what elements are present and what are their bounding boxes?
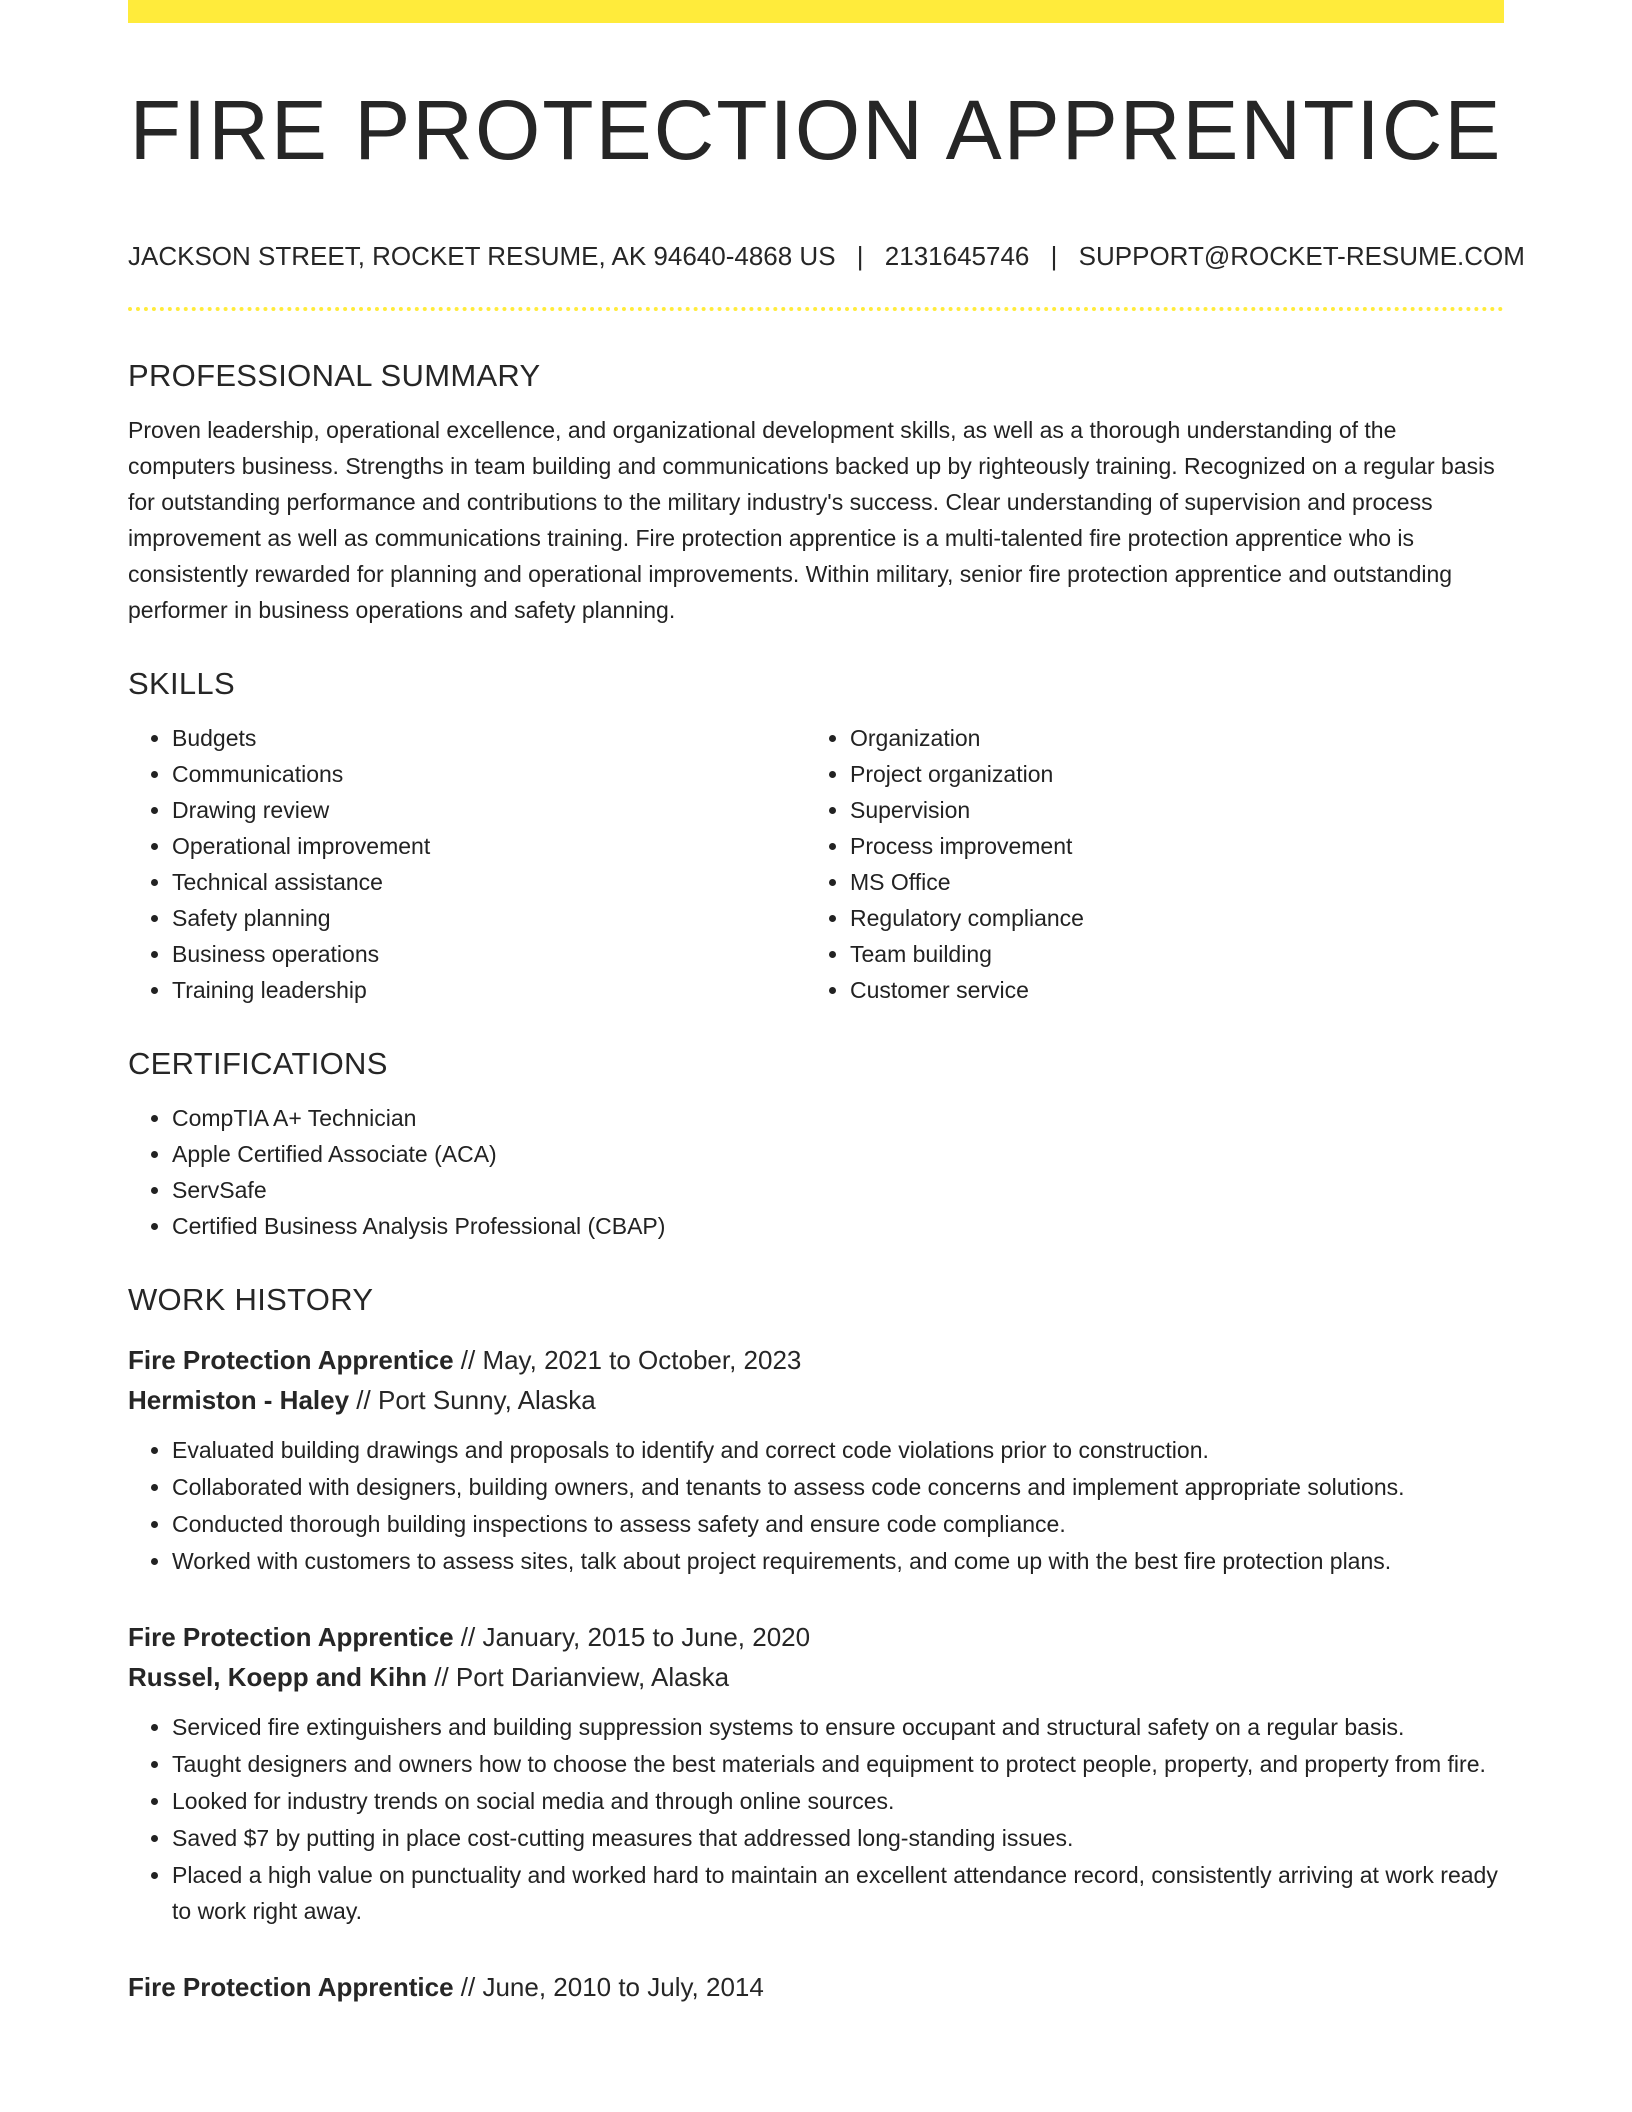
job-role: Fire Protection Apprentice xyxy=(128,1622,454,1652)
job-company-line xyxy=(128,1380,1504,1420)
certification-item: • CompTIA A+ Technician xyxy=(172,1100,1504,1136)
certification-item: • Certified Business Analysis Professional (CBAP) xyxy=(172,1208,1504,1244)
skills-section xyxy=(128,658,1504,1008)
job-role: Fire Protection Apprentice xyxy=(128,1972,454,2002)
skill-item: • Budgets xyxy=(172,720,806,756)
skill-item: • Regulatory compliance xyxy=(850,900,1484,936)
job-bullet: • Conducted thorough building inspections to assess safety and ensure code compliance. xyxy=(172,1506,1504,1542)
skill-item: • Training leadership xyxy=(172,972,806,1008)
job-bullet: • Collaborated with designers, building owners, and tenants to assess code concerns and implement appropriate solutions. xyxy=(172,1469,1504,1505)
job-bullet: • Serviced fire extinguishers and building suppression systems to ensure occupant and structural safety on a regular basis. xyxy=(172,1709,1504,1745)
skill-item: • MS Office xyxy=(850,864,1484,900)
dotted-divider xyxy=(128,307,1504,311)
job-bullet: • Placed a high value on punctuality and worked hard to maintain an excellent attendance record, consistently arriving at work ready to work right away. xyxy=(172,1857,1504,1929)
skill-item: • Organization xyxy=(850,720,1484,756)
job-dates: // June, 2010 to July, 2014 xyxy=(453,1972,764,2002)
contact-email: SUPPORT@ROCKET-RESUME.COM xyxy=(1078,241,1525,271)
job-entry xyxy=(128,1617,1504,1929)
job-bullets xyxy=(128,1432,1504,1579)
certification-item: • Apple Certified Associate (ACA) xyxy=(172,1136,1504,1172)
contact-line xyxy=(128,234,1525,278)
job-location: // Port Sunny, Alaska xyxy=(349,1385,596,1415)
job-company: Hermiston - Haley xyxy=(128,1385,350,1415)
skill-item: • Drawing review xyxy=(172,792,806,828)
job-role-line xyxy=(128,1340,1504,1380)
resume-name-heading: FIRE PROTECTION APPRENTICE xyxy=(129,83,1503,177)
job-dates: // January, 2015 to June, 2020 xyxy=(453,1622,811,1652)
job-role-line xyxy=(128,1967,1504,2007)
job-bullet: • Looked for industry trends on social media and through online sources. xyxy=(172,1783,1504,1819)
skill-item: • Process improvement xyxy=(850,828,1484,864)
certifications-section xyxy=(128,1038,1504,1244)
skill-item: • Technical assistance xyxy=(172,864,806,900)
job-bullet: • Worked with customers to assess sites, talk about project requirements, and come up with the best fire protection plans. xyxy=(172,1543,1504,1579)
job-bullets xyxy=(128,1709,1504,1929)
job-bullet: • Evaluated building drawings and proposals to identify and correct code violations prior to construction. xyxy=(172,1432,1504,1468)
summary-section xyxy=(128,350,1504,628)
job-company-line xyxy=(128,1657,1504,1697)
skill-item: • Operational improvement xyxy=(172,828,806,864)
contact-address: JACKSON STREET, ROCKET RESUME, AK 94640-4868 US xyxy=(128,241,836,271)
resume-content xyxy=(128,350,1504,2007)
accent-top-bar xyxy=(128,0,1504,23)
skill-item: • Business operations xyxy=(172,936,806,972)
skills-columns xyxy=(128,720,1504,1008)
work-history-title: WORK HISTORY xyxy=(128,1282,374,1317)
job-entry xyxy=(128,1340,1504,1579)
contact-phone: 2131645746 xyxy=(884,241,1030,271)
skill-item: • Supervision xyxy=(850,792,1484,828)
certifications-title: CERTIFICATIONS xyxy=(128,1046,388,1081)
contact-separator: | xyxy=(856,241,864,271)
job-entry xyxy=(128,1967,1504,2007)
skills-title: SKILLS xyxy=(128,666,235,701)
skills-list-left xyxy=(128,720,806,1008)
summary-text: Proven leadership, operational excellence, and organizational development skills, as well as a thorough understanding of the computers business. Strengths in team building and communications backed up by righteously training. Recognized on a regular basis for outstanding performance and contributions to the military industry's success. Clear understanding of supervision and process improvement as well as communications training. Fire protection apprentice is a multi-talented fire protection apprentice who is consistently rewarded for planning and operational improvements. Within military, senior fire protection apprentice and outstanding performer in business operations and safety planning. xyxy=(128,417,1495,623)
skills-list-right xyxy=(806,720,1484,1008)
job-dates: // May, 2021 to October, 2023 xyxy=(453,1345,802,1375)
job-role-line xyxy=(128,1617,1504,1657)
job-bullet: • Saved $7 by putting in place cost-cutting measures that addressed long-standing issues. xyxy=(172,1820,1504,1856)
skill-item: • Communications xyxy=(172,756,806,792)
work-history-section xyxy=(128,1274,1504,2007)
skill-item: • Team building xyxy=(850,936,1484,972)
skill-item: • Safety planning xyxy=(172,900,806,936)
job-bullet: • Taught designers and owners how to choose the best materials and equipment to protect people, property, and property from fire. xyxy=(172,1746,1504,1782)
job-company: Russel, Koepp and Kihn xyxy=(128,1662,428,1692)
skill-item: • Project organization xyxy=(850,756,1484,792)
certification-item: • ServSafe xyxy=(172,1172,1504,1208)
contact-separator: | xyxy=(1050,241,1058,271)
certifications-list xyxy=(128,1100,1504,1244)
skill-item: • Customer service xyxy=(850,972,1484,1008)
job-location: // Port Darianview, Alaska xyxy=(427,1662,730,1692)
summary-title: PROFESSIONAL SUMMARY xyxy=(128,358,541,393)
job-role: Fire Protection Apprentice xyxy=(128,1345,454,1375)
